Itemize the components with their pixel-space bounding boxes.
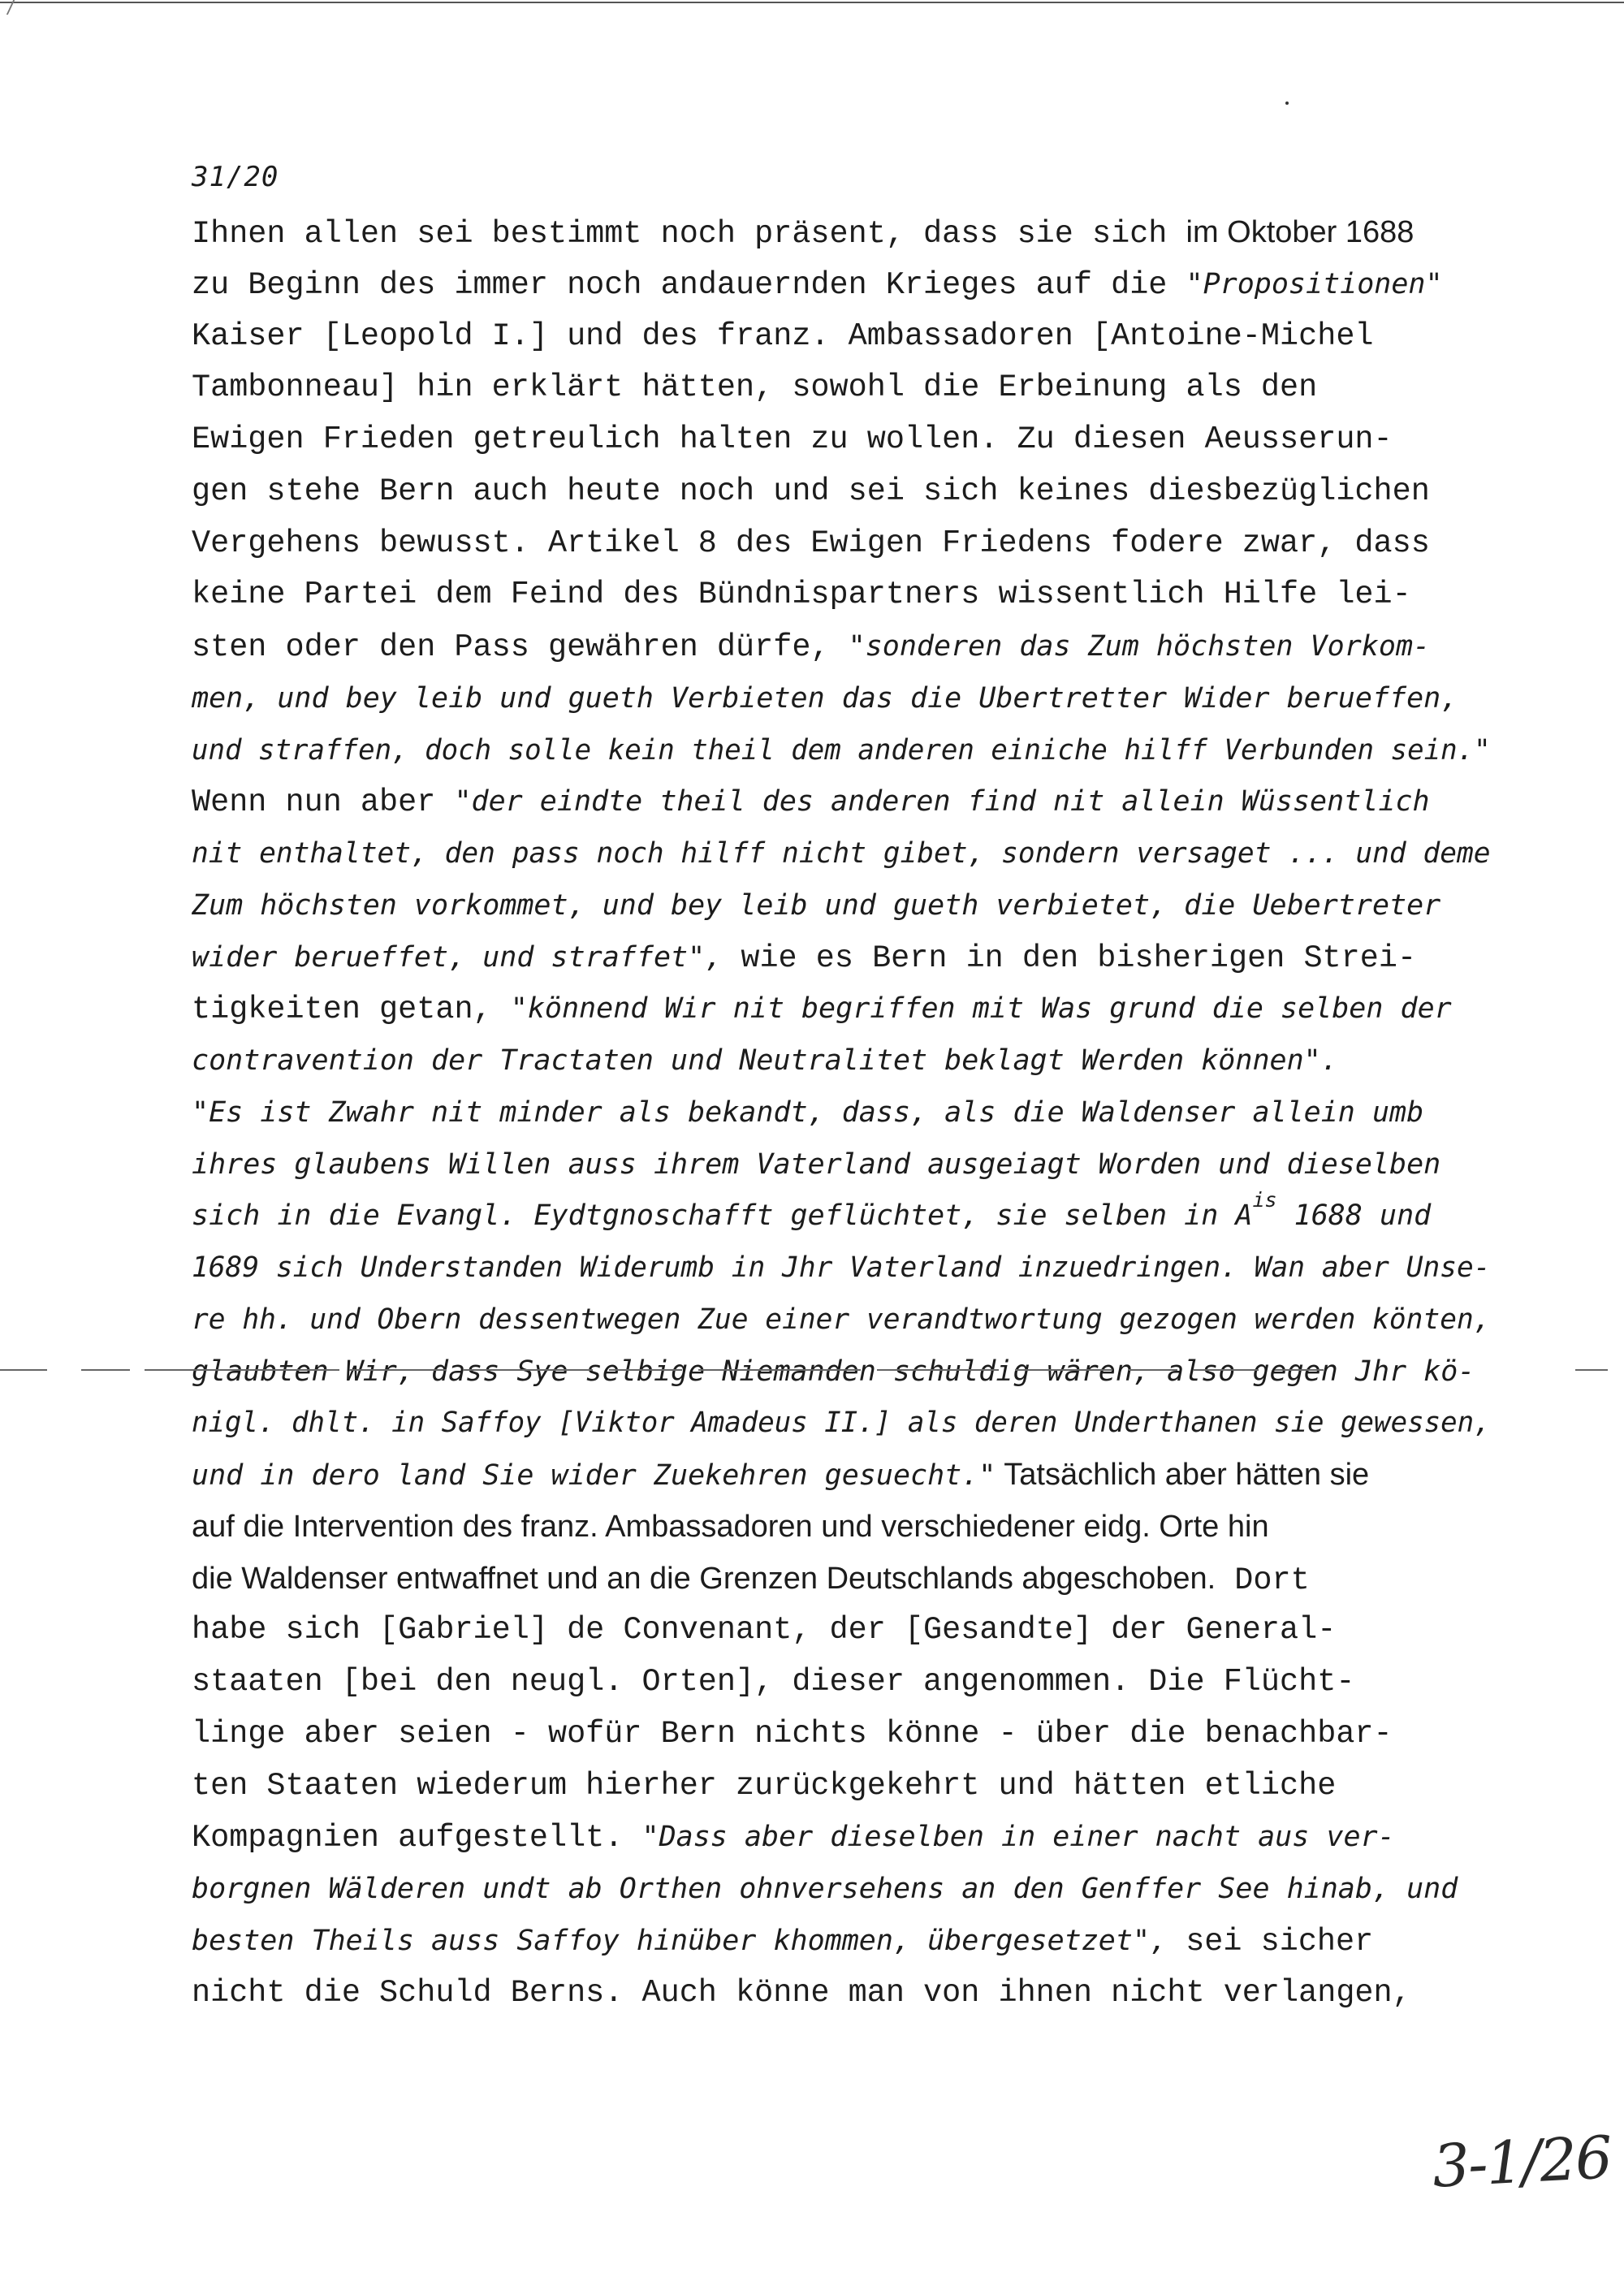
text-segment: im Oktober 1688 [1186, 215, 1415, 249]
text-segment: die Waldenser entwaffnet und an die Grenzen Deutschlands abgeschoben. [192, 1561, 1216, 1596]
text-line [192, 1662, 1491, 1701]
text-segment: nigl. dhlt. in Saffoy [Viktor Amadeus II.] als deren Underthanen sie gewessen, [192, 1407, 1491, 1440]
text-segment: "Dass aber dieselben in einer nacht aus ver- [641, 1821, 1395, 1854]
text-segment: habe sich [Gabriel] de Convenant, der [Gesandte] der General- [192, 1612, 1337, 1649]
text-line [192, 472, 1491, 511]
text-line [192, 420, 1491, 459]
superscript: is [1252, 1188, 1277, 1212]
text-line [192, 575, 1491, 614]
text-segment: "sonderen das Zum höchsten Vorkom- [848, 630, 1431, 663]
text-segment: contravention der Tractaten und Neutralitet beklagt Werden können". [192, 1044, 1338, 1077]
text-segment: Kompagnien aufgestellt. [192, 1820, 642, 1856]
text-segment: wie es Bern in den bisherigen Strei- [722, 940, 1417, 976]
text-segment: men, und bey leib und gueth Verbieten das die Ubertretter Wider berueffen, [192, 681, 1458, 715]
text-line [192, 1559, 1491, 1600]
page-number: 31/20 [192, 161, 279, 193]
top-border-rule [0, 2, 1624, 3]
text-segment: nicht die Schuld Berns. Auch könne man von ihnen nicht verlangen, [192, 1974, 1411, 2011]
text-segment: tigkeiten getan, [192, 992, 511, 1028]
text-segment: nit enthaltet, den pass noch hilff nicht gibet, sondern versaget ... und deme [192, 837, 1491, 870]
text-line [192, 1921, 1491, 1961]
text-segment: glaubten Wir, dass Sye selbige Niemanden schuldig wären, also gegen Jhr kö- [192, 1355, 1475, 1388]
text-line [192, 1188, 1491, 1236]
text-segment: borgnen Wälderen undt ab Orthen ohnversehens an den Genffer See hinab, und [192, 1873, 1458, 1905]
text-segment: sei sicher [1167, 1923, 1374, 1960]
text-segment: gen stehe Bern auch heute noch und sei sich keines diesbezüglichen [192, 473, 1430, 509]
text-line [192, 1145, 1491, 1185]
text-line [192, 317, 1491, 356]
text-line [192, 213, 1491, 253]
text-segment: 1688 und [1276, 1199, 1432, 1233]
text-line [192, 1766, 1491, 1805]
text-segment: Ewigen Frieden getreulich halten zu wollen. Zu diesen Aeusserun- [192, 421, 1393, 457]
scan-fold-line [0, 1369, 1624, 1372]
text-segment: sten oder den Pass gewähren dürfe, [192, 629, 849, 665]
text-line [192, 1093, 1491, 1133]
text-segment: Dort [1216, 1562, 1310, 1598]
text-segment: re hh. und Obern dessentwegen Zue einer verandtwortung gezogen werden könten, [192, 1303, 1491, 1336]
text-segment: zu Beginn des immer noch andauernden Krieges auf die [192, 266, 1186, 303]
text-segment: ten Staaten wiederum hierher zurückgekehrt und hätten etliche [192, 1767, 1337, 1804]
text-line [192, 524, 1491, 563]
text-line [192, 1300, 1491, 1340]
text-line [192, 679, 1491, 719]
text-line [192, 1817, 1491, 1857]
text-line [192, 1869, 1491, 1909]
text-line [192, 1507, 1491, 1548]
text-segment: Tambonneau] hin erklärt hätten, sowohl die Erbeinung als den [192, 369, 1318, 406]
text-segment: auf die Intervention des franz. Ambassadoren und verschiedener eidg. Orte hin [192, 1509, 1269, 1544]
text-segment: besten Theils auss Saffoy hinüber khommen, übergesetzet", [192, 1924, 1168, 1957]
ink-speck [1285, 102, 1289, 105]
text-segment: Zum höchsten vorkommet, und bey leib und gueth verbietet, die Uebertreter [192, 888, 1441, 922]
text-line [192, 368, 1491, 407]
text-line [192, 834, 1491, 874]
text-segment: staaten [bei den neugl. Orten], dieser angenommen. Die Flücht- [192, 1664, 1355, 1700]
text-line [192, 1403, 1491, 1443]
text-line [192, 1610, 1491, 1649]
text-line [192, 938, 1491, 978]
text-segment: "der eindte theil des anderen find nit allein Wüssentlich [454, 785, 1430, 819]
text-line [192, 1973, 1491, 2012]
text-line [192, 782, 1491, 822]
text-line [192, 627, 1491, 667]
text-line [192, 989, 1491, 1029]
text-segment: "könnend Wir nit begriffen mit Was grund die selben der [510, 992, 1452, 1026]
text-line [192, 1714, 1491, 1753]
text-segment: Tatsächlich aber hätten sie [996, 1458, 1370, 1492]
text-segment: linge aber seien - wofür Bern nichts könne - über die benachbar- [192, 1715, 1393, 1752]
text-line [192, 1248, 1491, 1288]
text-segment: 1689 sich Understanden Widerumb in Jhr Vaterland inzuedringen. Wan aber Unse- [192, 1251, 1491, 1284]
text-segment: wider berueffet, und straffet", [192, 940, 723, 974]
text-line [192, 1041, 1491, 1081]
text-segment: ihres glaubens Willen auss ihrem Vaterland ausgeiagt Worden und dieselben [192, 1147, 1441, 1181]
text-segment: und straffen, doch solle kein theil dem anderen einiche hilff Verbunden sein." [192, 733, 1491, 767]
text-segment: "Es ist Zwahr nit minder als bekandt, dass, als die Waldenser allein umb [192, 1095, 1424, 1129]
text-segment: Kaiser [Leopold I.] und des franz. Ambassadoren [Antoine-Michel [192, 318, 1374, 354]
text-segment: Wenn nun aber [192, 784, 455, 821]
text-line [192, 731, 1491, 771]
text-segment: "Propositionen" [1186, 267, 1443, 300]
text-line [192, 1455, 1491, 1496]
handwritten-folio-number: 3-1/26 [1430, 2123, 1613, 2201]
text-segment: Vergehens bewusst. Artikel 8 des Ewigen Friedens fodere zwar, dass [192, 525, 1430, 561]
text-line [192, 886, 1491, 926]
text-segment: keine Partei dem Feind des Bündnispartners wissentlich Hilfe lei- [192, 577, 1411, 613]
text-segment: Ihnen allen sei bestimmt noch präsent, dass sie sich [192, 216, 1186, 252]
text-line [192, 265, 1491, 305]
text-segment: sich in die Evangl. Eydtgnoschafft geflüchtet, sie selben in A [192, 1199, 1253, 1233]
text-segment: und in dero land Sie wider Zuekehren gesuecht." [192, 1459, 996, 1492]
